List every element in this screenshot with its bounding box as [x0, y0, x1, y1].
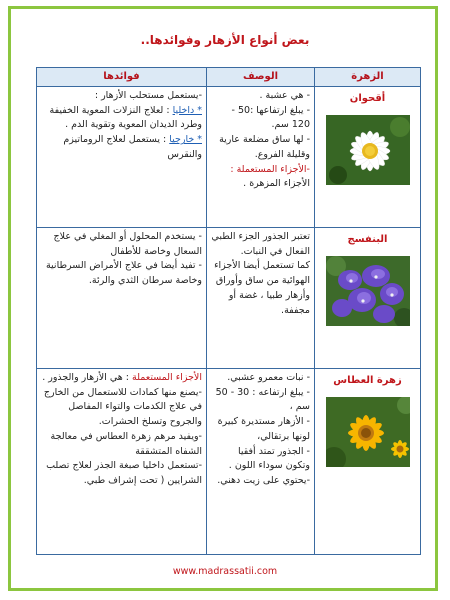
description-line: - يبلغ ارتفاعه : 30 - 50 سم ،: [215, 386, 310, 413]
benefits-line: -ويفيد مرهم زهرة العطاس في معالجة الشفاه المتشققة: [50, 430, 202, 457]
benefits-cell: [37, 228, 207, 369]
description-line: - لها ساق مضلعة عارية وقليلة الفروع.: [219, 134, 310, 160]
footer-website-link[interactable]: www.madrassatii.com: [172, 566, 278, 577]
description-line: - هي عشبة .: [259, 90, 310, 101]
description-line: - الجذور تمتد أفقيا وتكون سوداء اللون .: [228, 445, 310, 472]
parts-used-value: الأجزاء المزهرة .: [243, 178, 310, 190]
parts-used-value: : هي الأزهار والجذور .: [42, 372, 129, 383]
flower-cell: [315, 87, 421, 228]
description-cell: [207, 228, 315, 369]
flower-name: البنفسج: [347, 234, 388, 245]
description-line: تعتبر الجذور الجزء الطبي الفعال في النبات.: [211, 231, 310, 257]
header-description: الوصف: [207, 68, 315, 87]
external-use-label: * خارجيا: [169, 134, 202, 146]
flower-cell: [315, 228, 421, 369]
violet-flower-image: [326, 256, 410, 326]
benefits-external: [41, 133, 202, 162]
external-use-text: : يستعمل لعلاج الروماتيزم والنقرس: [63, 134, 202, 160]
flower-cell: [315, 369, 421, 555]
description-line: كما تستعمل أيضا الأجزاء الهوائية من ساق وأوراق وأزهار طبيا ، غضة أو مجففة.: [214, 260, 310, 316]
benefits-cell: [37, 369, 207, 555]
benefits-cell: [37, 87, 207, 228]
table-row: [37, 369, 421, 555]
benefits-line: -تستعمل داخليا صبغة الجذر لعلاج تصلب الشرايين ( تحت إشراف طبي.: [46, 460, 202, 487]
description-line: - يبلغ ارتفاعها :50 - 120 سم.: [231, 104, 310, 131]
description-cell: [207, 369, 315, 555]
description-line: - نبات معمرو عشبي.: [227, 372, 310, 383]
internal-use-text: : لعلاج النزلات المعوية الخفيفة وطرد الديدان المعوية وتقوية الدم .: [49, 104, 202, 131]
flower-name: أقحوان: [349, 93, 386, 104]
parts-used-label: -الأجزاء المستعملة :: [230, 163, 310, 175]
table-row: [37, 87, 421, 228]
benefits-parts-used: [41, 371, 202, 386]
benefits-line: -يستعمل مستحلب الأزهار :: [94, 90, 202, 101]
description-cell: [207, 87, 315, 228]
benefits-line: - يستخدم المحلول أو المغلي في علاج السعال وخاصة للأطفال: [53, 231, 202, 257]
flower-name: زهرة العطاس: [333, 375, 402, 386]
header-benefits: فوائدها: [37, 68, 207, 87]
benefits-line: -يصنع منها كمادات للاستعمال من الخارج في علاج الكدمات والتواء المفاصل والجروح وتسلخ الحشرات.: [43, 386, 202, 428]
header-flower: الزهرة: [315, 68, 421, 87]
page-title: بعض أنواع الأزهار وفوائدها..: [140, 33, 310, 47]
daisy-flower-image: [326, 115, 410, 185]
flowers-table: [36, 67, 421, 555]
description-line: -يحتوي على زيت دهني.: [217, 475, 310, 487]
table-header-row: [37, 68, 421, 87]
description-line: - الأزهار مستديرة كبيرة لونها برتقالي،: [217, 416, 310, 442]
internal-use-label: * داخليا: [172, 104, 202, 116]
parts-used-label: الأجزاء المستعملة: [132, 372, 202, 383]
benefits-internal: [41, 104, 202, 133]
table-row: [37, 228, 421, 369]
sneezeweed-flower-image: [326, 397, 410, 467]
benefits-line: - تفيد أيضا في علاج الأمراض السرطانية وخاصة سرطان الثدي والرئة.: [45, 260, 202, 287]
